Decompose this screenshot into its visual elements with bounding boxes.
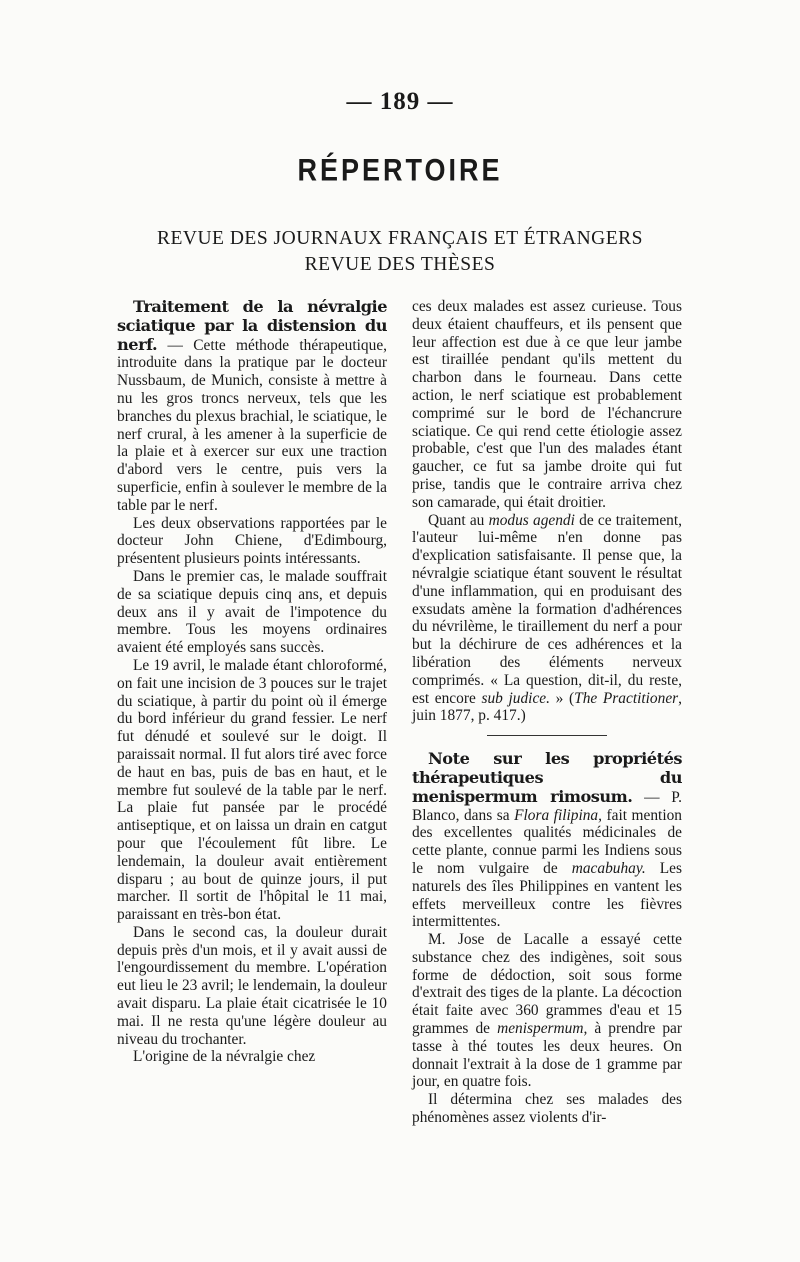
subtitle-journals: REVUE DES JOURNAUX FRANÇAIS ET ÉTRANGERS bbox=[156, 228, 644, 249]
article1-paragraph-6: L'origine de la névralgie chez bbox=[133, 1048, 316, 1066]
article1-paragraph-4: Le 19 avril, le malade étant chloroformé, on fait une incision de 3 pouces sur le trajet du sciatique, à partir du point où il émerge du bord inférieur du grand fessier. Le nerf fut dénudé et soulevé sur le doigt. Il paraissait normal. Il fut alors tiré avec force de haut en bas, puis de bas en haut, et le membre fut soulevé de la table par le nerf. La plaie fut pansée par le procédé antiseptique, et on laissa un drain en catgut pour que l'écoulement fût libre. Le lendemain, la douleur avait entièrement disparu ; au bout de quinze jours, il put marcher. Il sortit de l'hôpital le 11 mai, paraissant en très-bon état. bbox=[117, 656, 387, 924]
article1-source: (The Practitioner, juin 1877, p. 417.) bbox=[412, 689, 683, 725]
article2-paragraph-2: M. Jose de Lacalle a essayé cette substance chez des indigènes, soit sous forme de dédoction, soit sous forme d'extrait des tiges de la plante. La décoction était faite avec 360 grammes d'eau et 15 grammes de menispermum, à prendre par tasse à thé toutes les deux heures. On donnait l'extrait à la dose de 1 gramme par jour, en quatre fois. bbox=[412, 931, 682, 1091]
article1-heading: Traitement de la névralgie sciatique par la distension du nerf. bbox=[117, 297, 387, 354]
article1-paragraph-7: Quant au modus agendi de ce traitement, l'auteur lui-même n'en donne pas d'explication satisfaisante. Il pense que, la névralgie sciatique étant souvent le résultat d'une inflammation, qui en produisant des exsudats amène la formation d'adhérences du névrilème, le tiraillement du nerf a pour but la déchirure de ces adhérences et la libération des éléments nerveux comprimés. « La question, dit-il, du reste, est encore sub judice. » (The Practitioner, juin 1877, p. 417.) bbox=[412, 511, 683, 725]
article1-paragraph-1: Traitement de la névralgie sciatique par la distension du nerf. — Cette méthode thérapeutique, introduite dans la pratique par le docteur Nussbaum, de Munich, consiste à mettre à nu les gros troncs nerveux, tels que les branches du plexus brachial, le sciatique, le nerf crural, à les amener à la superficie de la plaie et à exercer sur eux une traction d'abord vers le centre, puis vers la superficie, enfin à soulever le membre de la table par le nerf. bbox=[117, 297, 387, 514]
left-column bbox=[117, 298, 387, 1066]
article1-paragraph-6-continued: ces deux malades est assez curieuse. Tous deux étaient chauffeurs, et ils pensent que leur affection est due à ce que leur jambe est tiraillée pendant qu'ils mettent du charbon dans le fourneau. Dans cette action, le nerf sciatique est probablement comprimé sur le bord de l'échancrure sciatique. Ce qui rend cette étiologie assez probable, c'est que l'un des malades étant gaucher, ce fut sa jambe droite qui fut prise, tandis que le contraire arriva chez son camarade, qui était droitier. bbox=[412, 298, 682, 511]
section-title: RÉPERTOIRE bbox=[297, 152, 503, 188]
article1-paragraph-3: Dans le premier cas, le malade souffrait de sa sciatique depuis cinq ans, et depuis deux ans il y avait de l'impotence du membre. Tous les moyens ordinaires avaient été employés sans succès. bbox=[117, 567, 387, 657]
article-separator bbox=[487, 735, 607, 736]
article2-heading: Note sur les propriétés thérapeutiques du menispermum rimosum. bbox=[412, 749, 682, 806]
right-column bbox=[412, 298, 682, 1127]
page-number: — 189 — bbox=[346, 88, 454, 115]
article2-paragraph-3: Il détermina chez ses malades des phénomènes assez violents d'ir- bbox=[412, 1091, 682, 1127]
article1-paragraph-2: Les deux observations rapportées par le docteur John Chiene, d'Edimbourg, présentent plusieurs points intéressants. bbox=[117, 514, 387, 568]
article2-paragraph-1: Note sur les propriétés thérapeutiques du menispermum rimosum. — P. Blanco, dans sa Flora filipina, fait mention des excellentes qualités médicinales de cette plante, connue parmi les Indiens sous le nom vulgaire de macabuhay. Les naturels des îles Philippines en vantent les effets merveilleux contre les fièvres intermittentes. bbox=[412, 749, 683, 931]
article1-paragraph-5: Dans le second cas, la douleur durait depuis près d'un mois, et il y avait aussi de l'engourdissement du membre. L'opération eut lieu le 23 avril; le lendemain, la douleur avait disparu. La plaie était cicatrisée le 10 mai. Il ne resta qu'une légère douleur au niveau du trochanter. bbox=[117, 923, 387, 1048]
subtitle-theses: REVUE DES THÈSES bbox=[304, 254, 496, 275]
